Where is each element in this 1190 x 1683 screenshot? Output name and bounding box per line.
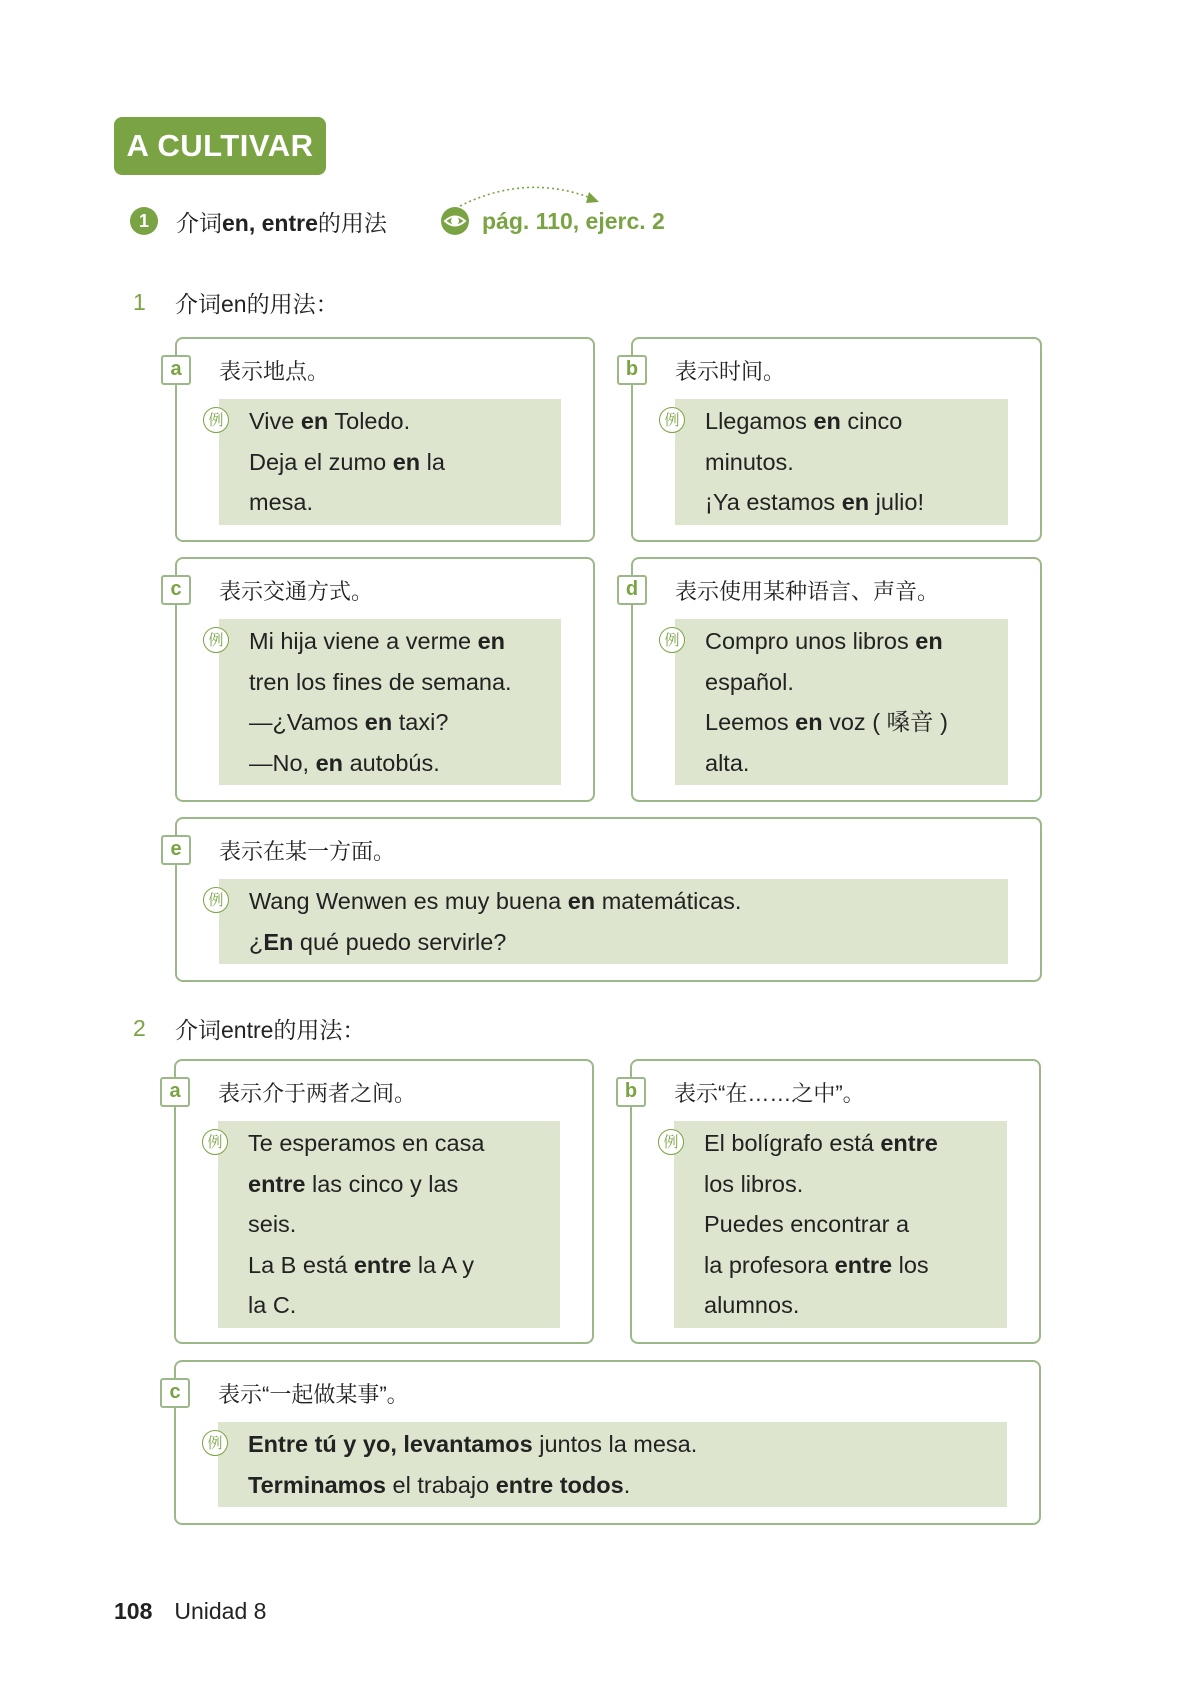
- usage-card: [169, 1059, 594, 1344]
- example-box: [208, 879, 1008, 964]
- example-sentence: Mi hija viene a verme en: [249, 628, 506, 654]
- example-sentence: —¿Vamos en taxi?: [249, 709, 449, 735]
- example-sentence: español.: [705, 668, 794, 695]
- example-icon: 例: [203, 627, 229, 653]
- example-lines: [249, 881, 996, 962]
- example-sentence: Wang Wenwen es muy buena en matemáticas.: [249, 888, 742, 914]
- example-icon: 例: [659, 407, 685, 433]
- example-sentence: la profesora entre los: [704, 1251, 929, 1278]
- example-sentence: Vive en Toledo.: [249, 408, 411, 434]
- page-footer: [114, 1598, 266, 1625]
- example-lines: [249, 401, 549, 523]
- card-letter: b: [617, 355, 647, 385]
- example-sentence: La B está entre la A y: [248, 1251, 475, 1278]
- usage-card: [625, 337, 1042, 542]
- card-letter: b: [616, 1077, 646, 1107]
- example-icon: 例: [203, 407, 229, 433]
- example-lines: [705, 401, 996, 523]
- card-label: 表示“在……之中”。: [674, 1081, 865, 1106]
- card-label: 表示时间。: [675, 359, 786, 384]
- topic-heading: [130, 206, 387, 236]
- section-banner: A CULTIVAR: [114, 117, 326, 175]
- example-icon: 例: [203, 887, 229, 913]
- card-letter: e: [161, 835, 191, 865]
- example-icon: 例: [659, 627, 685, 653]
- subsection-2-heading: [133, 1012, 365, 1045]
- example-box: [664, 399, 1008, 525]
- card-label: 表示使用某种语言、声音。: [675, 579, 940, 604]
- example-sentence: Deja el zumo en la: [249, 448, 445, 475]
- example-sentence: Entre tú y yo, levantamos juntos la mesa.: [248, 1431, 698, 1457]
- unit-name: Unidad 8: [174, 1598, 267, 1624]
- example-sentence: ¿En qué puedo servirle?: [249, 928, 507, 955]
- usage-card: [170, 337, 595, 542]
- example-sentence: alumnos.: [704, 1292, 800, 1318]
- usage-card: [170, 557, 595, 802]
- example-sentence: minutos.: [705, 448, 794, 475]
- example-sentence: —No, en autobús.: [249, 749, 440, 776]
- example-sentence: seis.: [248, 1211, 297, 1237]
- example-sentence: entre las cinco y las: [248, 1170, 459, 1197]
- example-sentence: Terminamos el trabajo entre todos.: [248, 1471, 631, 1498]
- usage-card: [624, 1059, 1041, 1344]
- example-sentence: mesa.: [249, 489, 313, 515]
- subsection-title: 介词entre的用法：: [175, 1017, 366, 1043]
- topic-number: 1: [130, 207, 158, 235]
- example-lines: [705, 621, 996, 783]
- usage-card: [170, 817, 1042, 982]
- example-sentence: El bolígrafo está entre: [704, 1130, 938, 1156]
- subsection-1-heading: [133, 286, 339, 319]
- example-sentence: Leemos en voz ( 嗓音 ): [705, 709, 948, 735]
- example-lines: [248, 1424, 995, 1505]
- example-sentence: la C.: [248, 1292, 297, 1318]
- example-lines: [704, 1123, 995, 1326]
- card-label: 表示交通方式。: [219, 579, 374, 604]
- reference-text: pág. 110, ejerc. 2: [482, 207, 665, 234]
- page-number: 108: [114, 1598, 153, 1624]
- example-sentence: los libros.: [704, 1170, 804, 1197]
- card-label: 表示介于两者之间。: [218, 1081, 417, 1106]
- example-sentence: Te esperamos en casa: [248, 1130, 485, 1156]
- eye-icon: [440, 206, 470, 236]
- page-reference[interactable]: [440, 206, 665, 236]
- example-sentence: tren los fines de semana.: [249, 668, 512, 695]
- card-letter: a: [160, 1077, 190, 1107]
- example-sentence: Puedes encontrar a: [704, 1211, 910, 1237]
- card-label: 表示在某一方面。: [219, 839, 396, 864]
- example-box: [207, 1121, 560, 1328]
- card-letter: a: [161, 355, 191, 385]
- example-sentence: alta.: [705, 749, 750, 776]
- example-icon: 例: [202, 1129, 228, 1155]
- example-box: [664, 619, 1008, 785]
- example-box: [208, 399, 561, 525]
- subsection-number: 2: [133, 1015, 146, 1041]
- example-icon: 例: [202, 1430, 228, 1456]
- usage-card: [625, 557, 1042, 802]
- subsection-title: 介词en的用法：: [175, 291, 339, 317]
- example-sentence: ¡Ya estamos en julio!: [705, 489, 925, 515]
- card-letter: c: [161, 575, 191, 605]
- example-box: [208, 619, 561, 785]
- example-lines: [248, 1123, 548, 1326]
- example-sentence: Compro unos libros en: [705, 628, 943, 654]
- card-letter: c: [160, 1378, 190, 1408]
- example-lines: [249, 621, 549, 783]
- subsection-number: 1: [133, 289, 146, 315]
- example-box: [207, 1422, 1007, 1507]
- card-label: 表示“一起做某事”。: [218, 1382, 409, 1407]
- example-sentence: Llegamos en cinco: [705, 408, 903, 434]
- card-letter: d: [617, 575, 647, 605]
- card-label: 表示地点。: [219, 359, 330, 384]
- topic-title: 介词en, entre的用法: [176, 209, 387, 236]
- example-icon: 例: [658, 1129, 684, 1155]
- example-box: [663, 1121, 1007, 1328]
- usage-card: [169, 1360, 1041, 1525]
